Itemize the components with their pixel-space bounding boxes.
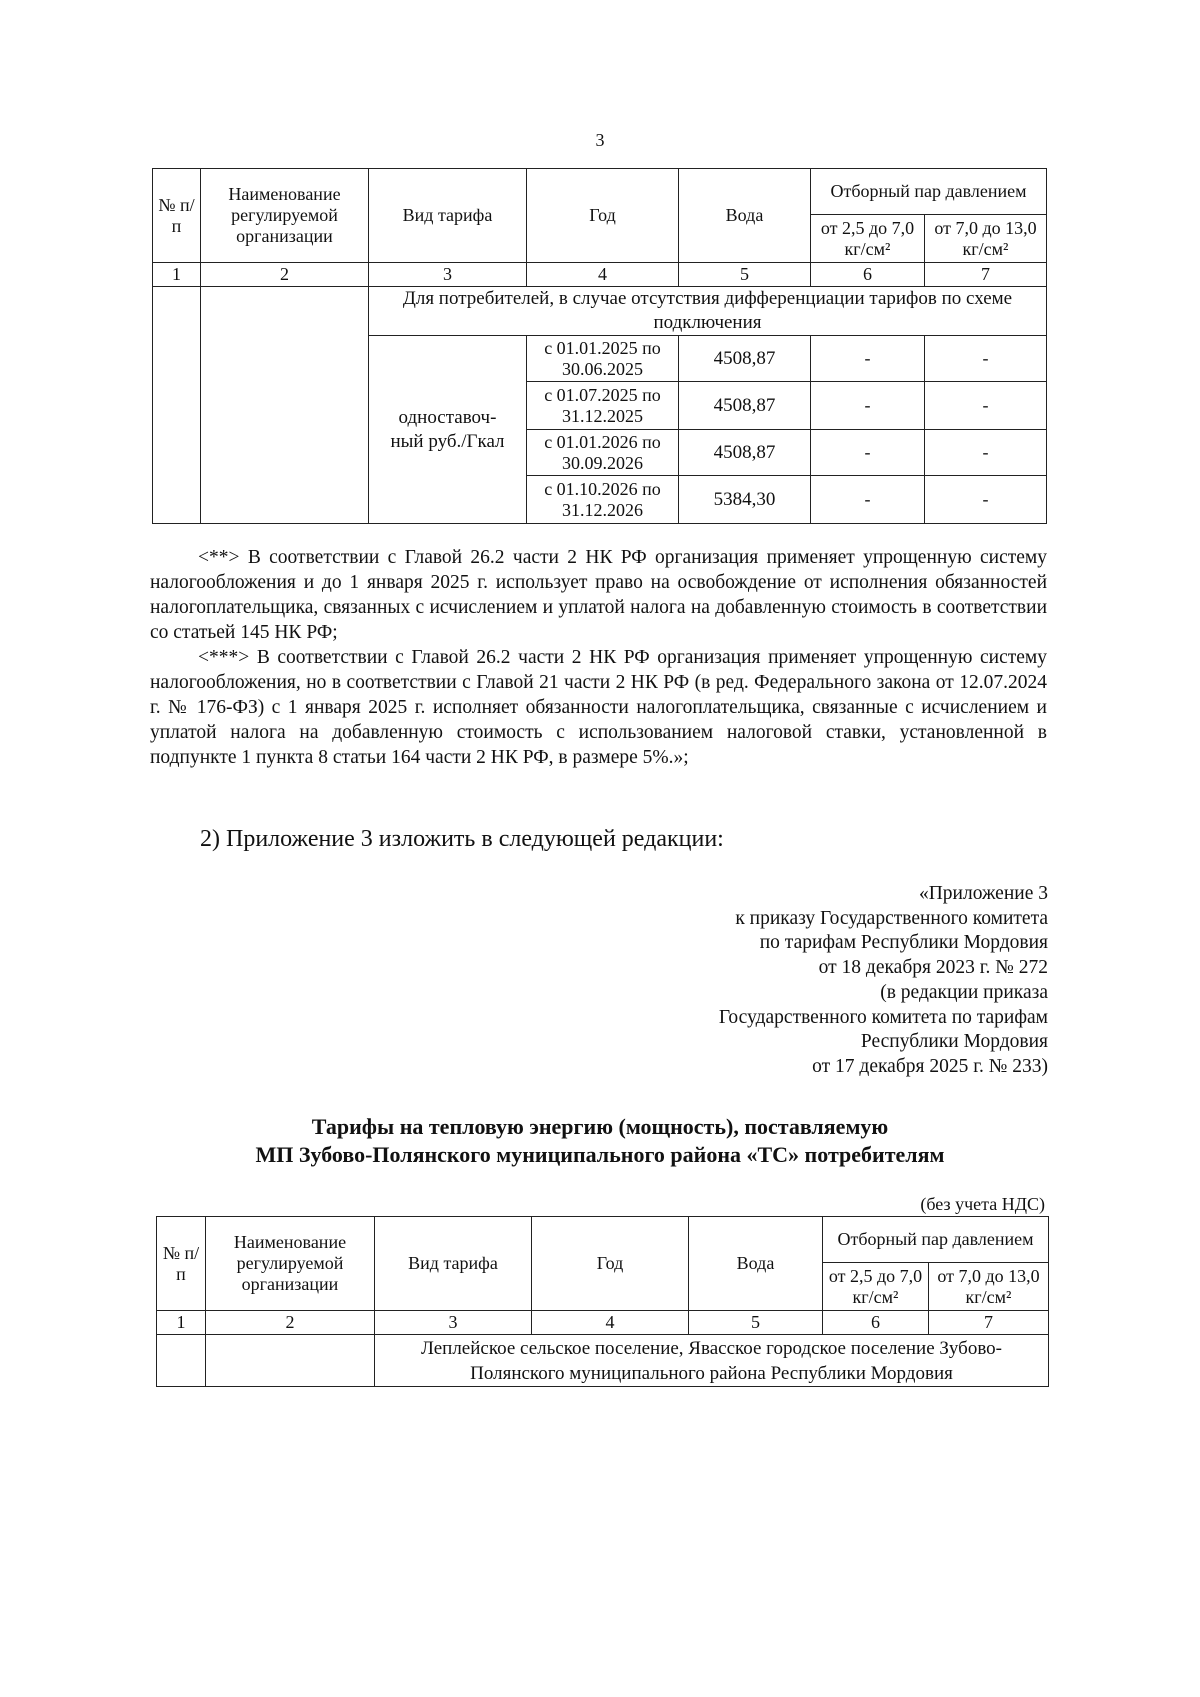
item-2: 2) Приложение 3 изложить в следующей редакции: (200, 826, 724, 852)
period-cell: с 01.01.2026 по 30.09.2026 (527, 430, 679, 476)
steam-high-value: - (925, 430, 1047, 476)
header-num: № п/п (153, 169, 201, 263)
header-steam-high: от 7,0 до 13,0 кг/см² (925, 215, 1047, 263)
appendix-line: от 17 декабря 2025 г. № 233) (812, 1055, 1048, 1077)
water-value: 4508,87 (679, 430, 811, 476)
header-steam-high: от 7,0 до 13,0 кг/см² (929, 1263, 1049, 1311)
col-number: 7 (929, 1311, 1049, 1335)
col-number: 4 (527, 263, 679, 287)
water-value: 4508,87 (679, 382, 811, 430)
group-label: Леплейское сельское поселение, Явасское городское поселение Зубово-Полянского муниципального района Республики Мордовия (375, 1335, 1049, 1387)
col-number: 3 (375, 1311, 532, 1335)
steam-high-value: - (925, 382, 1047, 430)
water-value: 5384,30 (679, 476, 811, 524)
appendix-line: Государственного комитета по тарифам (718, 1006, 1048, 1028)
header-tariff-type: Вид тарифа (375, 1217, 532, 1311)
title-line: МП Зубово-Полянского муниципального района «ТС» потребителям (255, 1142, 945, 1167)
header-org: Наименование регулируемой организации (206, 1217, 375, 1311)
period-cell: с 01.01.2025 по 30.06.2025 (527, 336, 679, 382)
page-number: 3 (595, 130, 605, 150)
col-number: 1 (157, 1311, 206, 1335)
header-steam-low: от 2,5 до 7,0 кг/см² (811, 215, 925, 263)
col-number: 2 (206, 1311, 375, 1335)
col-number: 4 (532, 1311, 689, 1335)
footnote-triple-star: <***> В соответствии с Главой 26.2 части 2 НК РФ организация применяет упрощенную систему налогообложения, но в соответствии с Главой 21 части 2 НК РФ (в ред. Федерального закона от 12.07.2024 г. № 176-ФЗ) с 1 января 2025 г. исполняет обязанности налогоплательщика, связанные с исчислением и уплатой налога на добавленную стоимость с использованием налоговой ставки, установленной в подпункте 1 пункта 8 статьи 164 части 2 НК РФ, в размере 5%.»; (150, 647, 1047, 768)
footnote-double-star: <**> В соответствии с Главой 26.2 части 2 НК РФ организация применяет упрощенную систему налогообложения и до 1 января 2025 г. использует право на освобождение от исполнения обязанностей налогоплательщика, связанных с исчислением и уплатой налога на добавленную стоимость в соответствии со статьей 145 НК РФ; (150, 547, 1047, 643)
period-cell: с 01.07.2025 по 31.12.2025 (527, 382, 679, 430)
header-steam: Отборный пар давлением (811, 169, 1047, 215)
steam-low-value: - (811, 382, 925, 430)
vat-note: (без учета НДС) (920, 1194, 1045, 1214)
col-number: 3 (369, 263, 527, 287)
steam-low-value: - (811, 336, 925, 382)
group-label: Для потребителей, в случае отсутствия дифференциации тарифов по схеме подключения (369, 287, 1047, 336)
steam-low-value: - (811, 476, 925, 524)
col-number: 1 (153, 263, 201, 287)
header-tariff-type: Вид тарифа (369, 169, 527, 263)
title-line: Тарифы на тепловую энергию (мощность), поставляемую (311, 1114, 889, 1139)
header-num: № п/п (157, 1217, 206, 1311)
appendix-line: по тарифам Республики Мордовия (759, 932, 1048, 954)
steam-low-value: - (811, 430, 925, 476)
header-water: Вода (689, 1217, 823, 1311)
header-year: Год (532, 1217, 689, 1311)
tariff-table-2 (156, 1216, 1049, 1387)
col-number: 2 (201, 263, 369, 287)
col-number: 7 (925, 263, 1047, 287)
header-steam-low: от 2,5 до 7,0 кг/см² (823, 1263, 929, 1311)
period-cell: с 01.10.2026 по 31.12.2026 (527, 476, 679, 524)
empty-cell (201, 287, 369, 524)
appendix-line: Республики Мордовия (860, 1031, 1048, 1053)
empty-cell (206, 1335, 375, 1387)
appendix-header (600, 882, 1048, 1080)
header-org: Наименование регулируемой организации (201, 169, 369, 263)
empty-cell (157, 1335, 206, 1387)
appendix-line: от 18 декабря 2023 г. № 272 (818, 957, 1048, 979)
appendix-line: (в редакции приказа (880, 981, 1048, 1003)
empty-cell (153, 287, 201, 524)
appendix-line: к приказу Государственного комитета (735, 907, 1048, 929)
footnotes (150, 545, 1047, 770)
document-title (0, 1113, 1200, 1169)
col-number: 5 (689, 1311, 823, 1335)
steam-high-value: - (925, 476, 1047, 524)
col-number: 5 (679, 263, 811, 287)
tariff-table-1 (152, 168, 1047, 524)
header-water: Вода (679, 169, 811, 263)
water-value: 4508,87 (679, 336, 811, 382)
tariff-type-cell: одноставоч-ный руб./Гкал (369, 336, 527, 524)
col-number: 6 (811, 263, 925, 287)
steam-high-value: - (925, 336, 1047, 382)
header-steam: Отборный пар давлением (823, 1217, 1049, 1263)
appendix-line: «Приложение 3 (918, 883, 1048, 904)
col-number: 6 (823, 1311, 929, 1335)
header-year: Год (527, 169, 679, 263)
